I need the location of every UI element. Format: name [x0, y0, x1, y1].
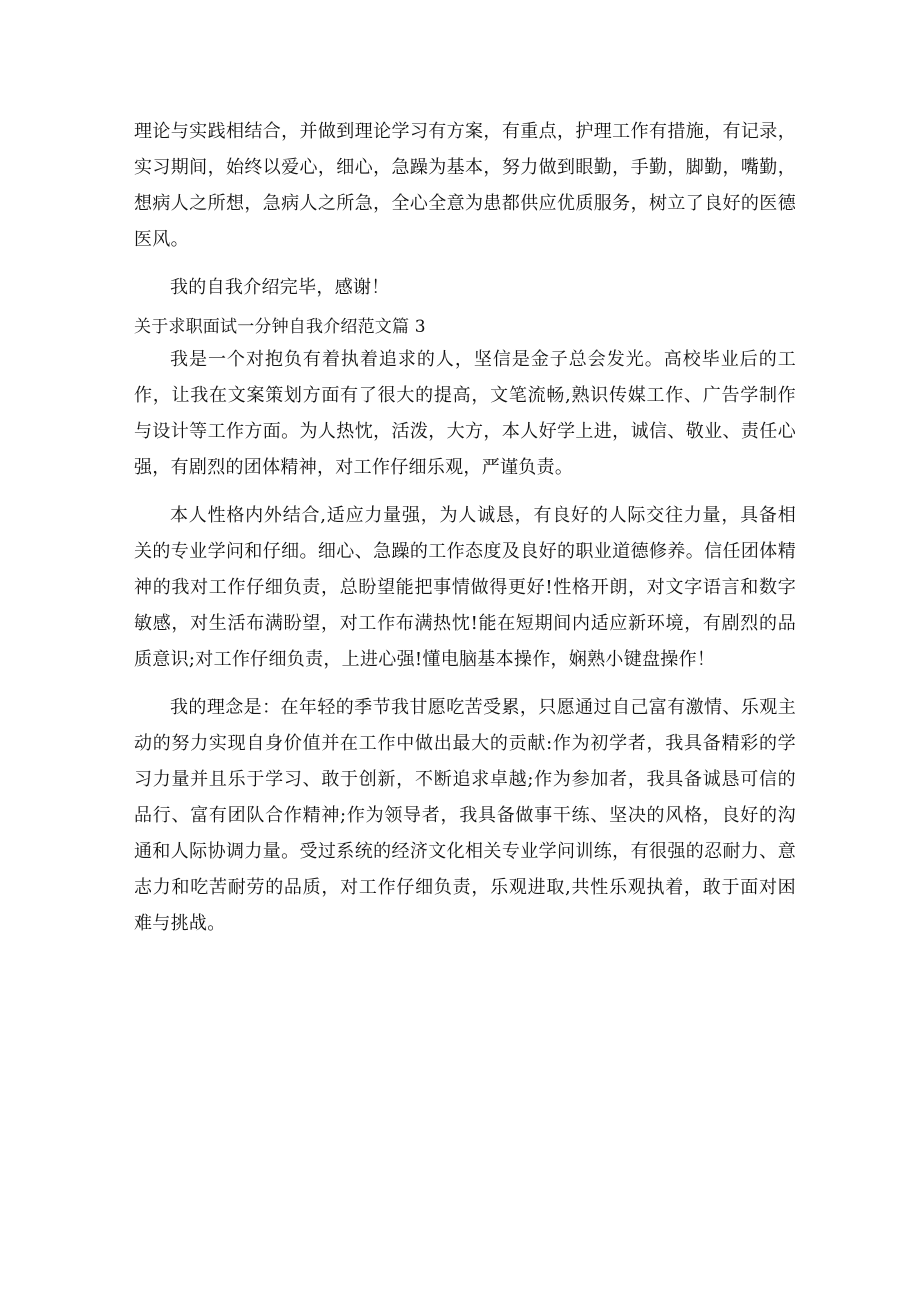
- section-heading: 关于求职面试一分钟自我介绍范文篇 3: [134, 317, 426, 337]
- paragraph-intro: 我是一个对抱负有着执着追求的人，坚信是金子总会发光。高校毕业后的工作，让我在文案策划方面有了很大的提高，文笔流畅,熟识传媒工作、广告学制作与设计等工作方面。为人热忱，活泼，大方，本人好学上进，诚信、敬业、责任心强，有剧烈的团体精神，对工作仔细乐观，严谨负责。: [134, 349, 796, 478]
- document-body: [134, 114, 796, 942]
- paragraph-philosophy: 我的理念是：在年轻的季节我甘愿吃苦受累，只愿通过自己富有激情、乐观主动的努力实现自身价值并在工作中做出最大的贡献:作为初学者，我具备精彩的学习力量并且乐于学习、敢于创新，不断追求卓越;作为参加者，我具备诚恳可信的品行、富有团队合作精神;作为领导者，我具备做事干练、坚决的风格，良好的沟通和人际协调力量。受过系统的经济文化相关专业学问训练，有很强的忍耐力、意志力和吃苦耐劳的品质，对工作仔细负责，乐观进取,共性乐观执着，敢于面对困难与挑战。: [134, 697, 796, 934]
- paragraph-continuation: 理论与实践相结合，并做到理论学习有方案，有重点，护理工作有措施，有记录，实习期间，始终以爱心，细心，急躁为基本，努力做到眼勤，手勤，脚勤，嘴勤，想病人之所想，急病人之所急，全心全意为患都供应优质服务，树立了良好的医德医风。: [134, 121, 796, 250]
- paragraph-personality: 本人性格内外结合,适应力量强，为人诚恳，有良好的人际交往力量，具备相关的专业学问和仔细。细心、急躁的工作态度及良好的职业道德修养。信任团体精神的我对工作仔细负责，总盼望能把事情做得更好!性格开朗，对文字语言和数字敏感，对生活布满盼望，对工作布满热忱!能在短期间内适应新环境，有剧烈的品质意识;对工作仔细负责，上进心强!懂电脑基本操作，娴熟小键盘操作！: [134, 505, 796, 670]
- paragraph-closing: 我的自我介绍完毕，感谢！: [170, 277, 390, 298]
